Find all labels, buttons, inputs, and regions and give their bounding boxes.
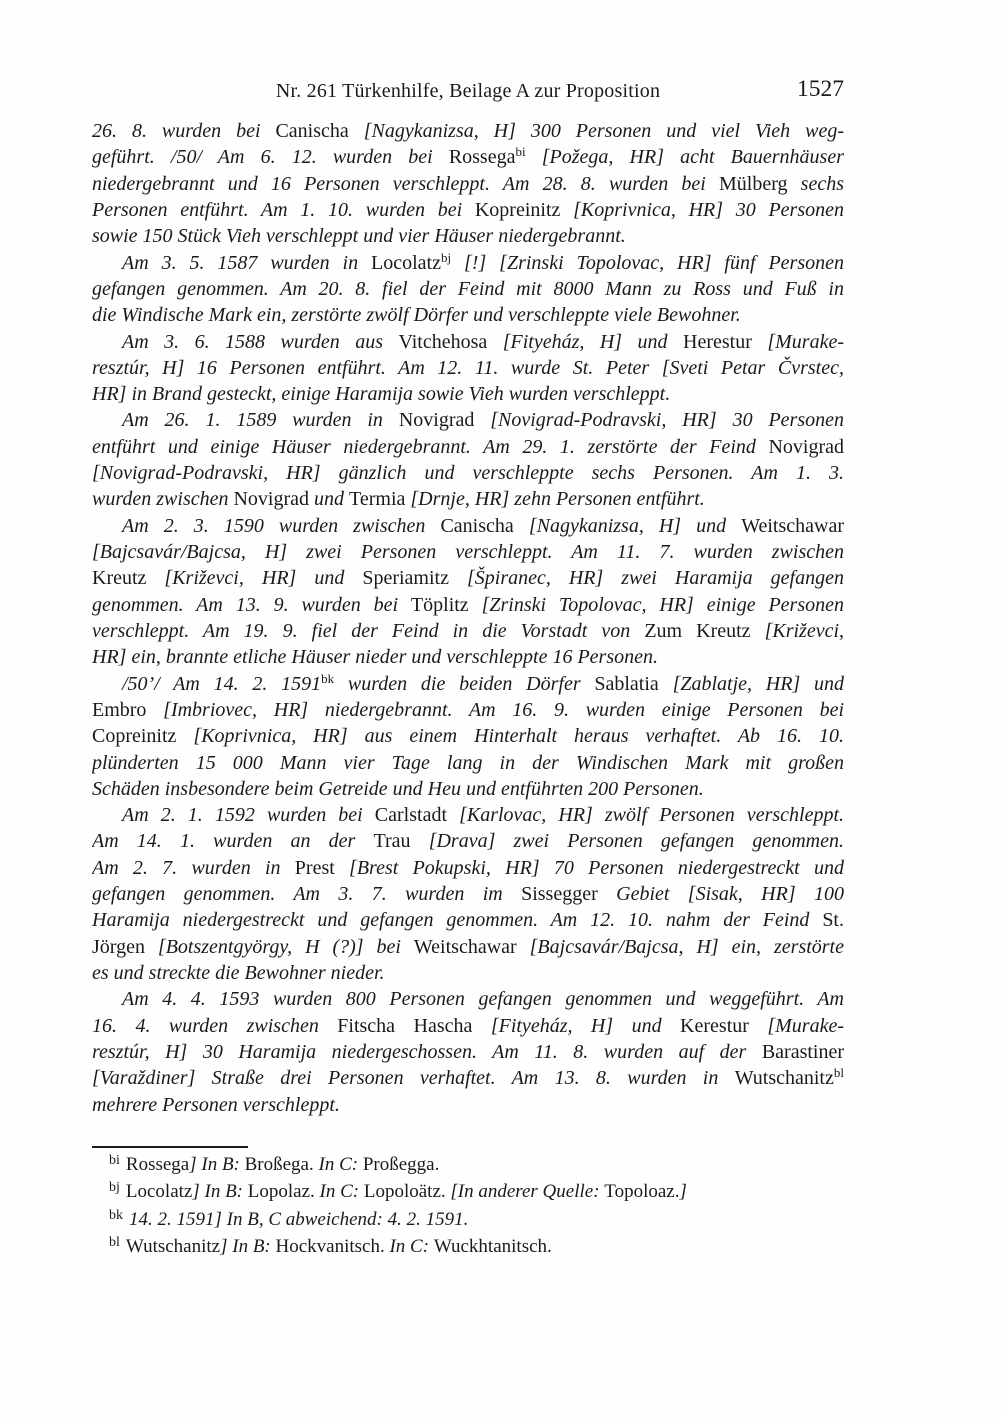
text-segment: Am 2. 1. 1592 wurden bei bbox=[122, 804, 375, 827]
text-segment: Sablatia bbox=[594, 672, 659, 695]
text-segment: Gebiet [Sisak, HR] 100 bbox=[597, 883, 844, 906]
text-segment: Herestur bbox=[683, 330, 752, 353]
text-segment: [Brest Pokupski, HR] 70 Personen niedergestreckt und bbox=[334, 856, 844, 879]
text-segment: St. bbox=[822, 909, 844, 932]
body-line bbox=[92, 460, 844, 486]
text-segment: [Fityeház, H] und bbox=[487, 330, 684, 353]
body-line bbox=[92, 513, 844, 539]
text-segment: Sissegger bbox=[521, 883, 598, 906]
text-segment: [Bajcsavár/Bajcsa, H] zwei Personen verschleppt. Am 11. 7. wurden zwischen bbox=[92, 541, 844, 563]
text-segment: 16. 4. wurden zwischen bbox=[92, 1014, 338, 1037]
body-line bbox=[92, 329, 844, 355]
text-segment: und bbox=[309, 488, 350, 511]
text-segment: Wuckhtanitsch. bbox=[433, 1236, 552, 1258]
text-segment: Am 3. 6. 1588 wurden aus bbox=[122, 330, 399, 353]
text-segment: [Nagykanizsa, H] und bbox=[513, 514, 742, 537]
text-segment: Jörgen bbox=[92, 935, 145, 958]
body-line bbox=[92, 539, 844, 565]
text-segment: Carlstadt bbox=[374, 804, 448, 827]
text-segment: Kreutz bbox=[92, 567, 147, 590]
body-line bbox=[92, 223, 844, 249]
footnote bbox=[92, 1206, 844, 1233]
body-line bbox=[92, 171, 844, 197]
body-line bbox=[92, 1039, 844, 1065]
text-segment: HR] ein, brannte etliche Häuser nieder und verschleppte 16 Personen. bbox=[92, 646, 658, 669]
body-line bbox=[92, 776, 844, 802]
body-line bbox=[92, 618, 844, 644]
text-segment: ] bbox=[679, 1181, 687, 1203]
text-segment: verschleppt. Am 19. 9. fiel der Feind in die Vorstadt von bbox=[92, 619, 645, 642]
text-segment: Trau bbox=[373, 830, 411, 853]
text-segment: Locolatz bbox=[125, 1181, 193, 1203]
text-segment: Rossega bbox=[125, 1154, 190, 1175]
body-line bbox=[92, 355, 844, 381]
body-line bbox=[92, 1065, 844, 1091]
footnote-reference: bi bbox=[515, 144, 526, 160]
body-line bbox=[92, 697, 844, 723]
body-line bbox=[92, 750, 844, 776]
body-line bbox=[92, 960, 844, 986]
text-segment: [Zrinski Topolovac, HR] einige Personen bbox=[468, 593, 844, 616]
body-line bbox=[92, 828, 844, 854]
text-segment: Vitchehosa bbox=[398, 330, 488, 353]
body-line bbox=[92, 802, 844, 828]
paragraph bbox=[92, 329, 844, 408]
text-segment: Lopoloätz. bbox=[363, 1181, 451, 1203]
body-line bbox=[92, 144, 844, 170]
text-segment: [Bajcsavár/Bajcsa, H] ein, zerstörte bbox=[516, 935, 844, 958]
text-segment: gefangen genommen. Am 20. 8. fiel der Feind mit 8000 Mann zu Ross und Fuß in bbox=[92, 277, 844, 300]
text-segment: In C: bbox=[318, 1154, 363, 1175]
text-segment: Rossega bbox=[448, 146, 516, 169]
text-segment: [Imbriovec, HR] niedergebrannt. Am 16. 9. wurden einige Personen bei bbox=[146, 698, 844, 721]
text-segment: Zum Kreutz bbox=[644, 619, 751, 642]
text-segment: [In anderer Quelle: bbox=[450, 1181, 605, 1203]
text-segment: wurden zwischen bbox=[92, 488, 234, 511]
text-segment: Novigrad bbox=[398, 409, 475, 432]
footnote bbox=[92, 1233, 844, 1260]
running-head bbox=[92, 76, 844, 108]
text-segment: [Požega, HR] acht Bauernhäuser bbox=[525, 146, 844, 169]
text-segment: [Botszentgyörgy, H (?)] bei bbox=[144, 935, 414, 958]
text-segment: Locolatz bbox=[371, 251, 441, 274]
text-segment: HR] in Brand gesteckt, einige Haramija sowie Vieh wurden verschleppt. bbox=[92, 383, 671, 406]
text-segment: genommen. Am 13. 9. wurden bei bbox=[92, 593, 411, 616]
text-segment: Copreinitz bbox=[92, 725, 177, 748]
body-line bbox=[92, 986, 844, 1012]
text-segment: [Križevci, HR] und bbox=[146, 567, 363, 590]
body-line bbox=[92, 671, 844, 697]
text-segment: Am 3. 5. 1587 wurden in bbox=[122, 251, 371, 274]
text-segment: /50’/ Am 14. 2. 1591 bbox=[122, 672, 322, 695]
text-segment: [Koprivnica, HR] 30 Personen bbox=[560, 198, 844, 221]
page-number: 1527 bbox=[797, 76, 844, 102]
text-segment: Wutschanitz bbox=[734, 1067, 834, 1090]
text-segment: es und streckte die Bewohner nieder. bbox=[92, 962, 385, 984]
text-segment: Speriamitz bbox=[362, 567, 449, 590]
text-segment: entführt und einige Häuser niedergebrannt. Am 29. 1. zerstörte der Feind bbox=[92, 435, 769, 458]
body-line bbox=[92, 407, 844, 433]
body-line bbox=[92, 907, 844, 933]
text-segment: ] In B: bbox=[220, 1236, 276, 1258]
text-segment: niedergebrannt und 16 Personen verschleppt. Am 28. 8. wurden bei bbox=[92, 172, 719, 195]
text-segment: ] In B: bbox=[189, 1154, 245, 1175]
body-line bbox=[92, 381, 844, 407]
text-segment: In C: bbox=[389, 1236, 434, 1258]
text-segment: Broßega. bbox=[244, 1154, 319, 1175]
text-segment: [Križevci, bbox=[750, 619, 844, 642]
body-line bbox=[92, 934, 844, 960]
text-segment: Fitscha Hascha bbox=[337, 1014, 473, 1037]
text-segment: [Drnje, HR] zehn Personen entführt. bbox=[405, 488, 705, 511]
body-line bbox=[92, 1013, 844, 1039]
page-body bbox=[92, 118, 844, 1118]
text-segment: Novigrad bbox=[768, 435, 844, 458]
text-segment: mehrere Personen verschleppt. bbox=[92, 1093, 340, 1116]
text-segment: Kopreinitz bbox=[474, 198, 561, 221]
text-segment: [Nagykanizsa, H] 300 Personen und viel Vieh weg- bbox=[348, 120, 844, 142]
text-segment: Am 14. 1. wurden an der bbox=[92, 830, 374, 853]
text-segment: die Windische Mark ein, zerstörte zwölf Dörfer und verschleppte viele Bewohner. bbox=[92, 304, 741, 327]
body-line bbox=[92, 644, 844, 670]
text-segment: [Špiranec, HR] zwei Haramija gefangen bbox=[448, 567, 844, 590]
footnote-marker: bl bbox=[109, 1235, 120, 1251]
text-segment: sowie 150 Stück Vieh verschleppt und vier Häuser niedergebrannt. bbox=[92, 225, 626, 248]
body-line bbox=[92, 250, 844, 276]
paragraph bbox=[92, 986, 844, 1118]
text-segment: [Zablatje, HR] und bbox=[658, 672, 844, 695]
text-segment: Mülberg bbox=[718, 172, 788, 195]
text-segment: Topoloaz. bbox=[604, 1181, 680, 1203]
text-segment: wurden die beiden Dörfer bbox=[334, 672, 595, 695]
text-segment: Canischa bbox=[440, 514, 514, 537]
text-segment: Prest bbox=[294, 856, 335, 879]
text-segment: resztúr, H] 16 Personen entführt. Am 12. 11. wurde St. Peter [Sveti Petar Čvrstec, bbox=[92, 356, 844, 379]
paragraph bbox=[92, 250, 844, 329]
text-segment: Schäden insbesondere beim Getreide und Heu und entführten 200 Personen. bbox=[92, 777, 704, 800]
body-line bbox=[92, 592, 844, 618]
body-line bbox=[92, 1092, 844, 1118]
text-segment: [Novigrad-Podravski, HR] gänzlich und verschleppte sechs Personen. Am 1. 3. bbox=[92, 462, 844, 485]
running-head-title: Nr. 261 Türkenhilfe, Beilage A zur Proposition bbox=[275, 80, 661, 102]
text-segment: Canischa bbox=[275, 120, 349, 142]
text-segment: [Koprivnica, HR] aus einem Hinterhalt heraus verhaftet. Ab 16. 10. bbox=[176, 725, 844, 748]
text-segment: Am 4. 4. 1593 wurden 800 Personen gefangen genommen und weggeführt. Am bbox=[122, 988, 844, 1011]
text-segment: sechs bbox=[787, 172, 844, 195]
text-segment: [Karlovac, HR] zwölf Personen verschleppt. bbox=[447, 804, 844, 827]
text-segment: [!] [Zrinski Topolovac, HR] fünf Personen bbox=[451, 251, 844, 274]
text-segment: Proßegga. bbox=[362, 1154, 440, 1175]
footnote bbox=[92, 1178, 844, 1205]
text-segment: Weitschawar bbox=[741, 514, 844, 537]
footnote-marker: bj bbox=[109, 1180, 120, 1196]
text-segment: Novigrad bbox=[233, 488, 310, 511]
text-segment: In C: bbox=[319, 1181, 364, 1203]
body-line bbox=[92, 723, 844, 749]
text-segment: Am 2. 3. 1590 wurden zwischen bbox=[122, 514, 441, 537]
text-segment: Am 2. 7. wurden in bbox=[92, 856, 295, 879]
text-segment: 14. 2. 1591] In B, C abweichend: 4. 2. 1591. bbox=[129, 1208, 469, 1230]
text-segment: Am 26. 1. 1589 wurden in bbox=[122, 409, 399, 432]
body-line bbox=[92, 197, 844, 223]
text-segment: [Murake- bbox=[751, 330, 844, 353]
paragraph bbox=[92, 407, 844, 512]
text-segment: Embro bbox=[92, 698, 147, 721]
text-segment: resztúr, H] 30 Haramija niedergeschossen. Am 11. 8. wurden auf der bbox=[92, 1040, 762, 1063]
text-segment: [Drava] zwei Personen gefangen genommen. bbox=[410, 830, 844, 853]
text-segment: Wutschanitz bbox=[125, 1236, 221, 1258]
text-segment: Kerestur bbox=[680, 1014, 749, 1037]
footnote-list bbox=[92, 1151, 844, 1261]
footnote-reference: bj bbox=[440, 249, 452, 265]
body-line bbox=[92, 434, 844, 460]
footnote bbox=[92, 1151, 844, 1178]
text-segment: Weitschawar bbox=[413, 935, 517, 958]
body-line bbox=[92, 486, 844, 512]
footnote-reference: bk bbox=[321, 670, 335, 686]
footnote-separator bbox=[92, 1146, 248, 1148]
text-segment: Töplitz bbox=[410, 593, 469, 616]
text-segment: geführt. /50/ Am 6. 12. wurden bei bbox=[92, 146, 449, 169]
text-segment: 26. 8. wurden bei bbox=[92, 120, 276, 142]
text-segment: Barastiner bbox=[761, 1040, 844, 1063]
footnote-reference: bl bbox=[833, 1065, 844, 1081]
body-line bbox=[92, 855, 844, 881]
paragraph bbox=[92, 513, 844, 671]
text-segment: gefangen genommen. Am 3. 7. wurden im bbox=[92, 883, 522, 906]
text-segment: Personen entführt. Am 1. 10. wurden bei bbox=[92, 198, 475, 221]
text-segment: Hockvanitsch. bbox=[275, 1236, 390, 1258]
paragraph bbox=[92, 671, 844, 803]
text-segment: Termia bbox=[349, 488, 406, 511]
text-segment: Lopolaz. bbox=[247, 1181, 320, 1203]
text-segment: plünderten 15 000 Mann vier Tage lang in der Windischen Mark mit großen bbox=[92, 751, 844, 774]
body-line bbox=[92, 881, 844, 907]
text-segment: ] In B: bbox=[192, 1181, 248, 1203]
body-line bbox=[92, 302, 844, 328]
footnote-marker: bi bbox=[109, 1153, 120, 1168]
text-segment: [Varaždiner] Straße drei Personen verhaftet. Am 13. 8. wurden in bbox=[92, 1067, 735, 1090]
paragraph bbox=[92, 118, 844, 250]
body-line bbox=[92, 118, 844, 144]
text-segment: Haramija niedergestreckt und gefangen genommen. Am 12. 10. nahm der Feind bbox=[92, 909, 823, 932]
body-line bbox=[92, 565, 844, 591]
text-segment: [Murake- bbox=[748, 1014, 844, 1037]
text-segment: [Fityeház, H] und bbox=[472, 1014, 681, 1037]
paragraph bbox=[92, 802, 844, 986]
footnote-marker: bk bbox=[109, 1207, 123, 1223]
body-line bbox=[92, 276, 844, 302]
text-segment: [Novigrad-Podravski, HR] 30 Personen bbox=[474, 409, 844, 432]
